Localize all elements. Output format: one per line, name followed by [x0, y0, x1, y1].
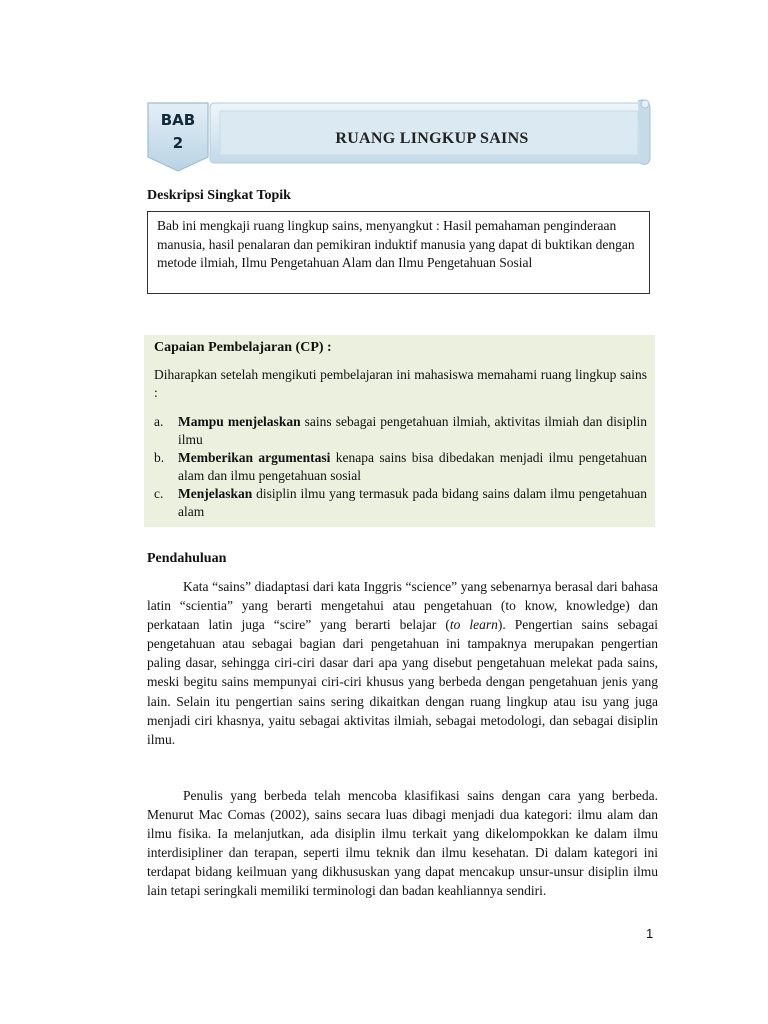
list-item-rest: kenapa sains bisa dibedakan menjadi ilmu pengetahuan alam dan ilmu pengetahuan sosial: [178, 450, 648, 483]
list-item-bold: Mampu menjelaskan: [178, 414, 301, 429]
page-number: 1: [646, 926, 654, 941]
section-heading: Pendahuluan: [147, 551, 227, 566]
list-marker: c.: [154, 486, 164, 501]
list-item-text: [178, 485, 647, 521]
list-marker: a.: [154, 414, 164, 429]
topic-box: [147, 211, 650, 294]
badge-label: BAB: [160, 111, 196, 129]
paragraph-1-italic: to learn: [449, 617, 498, 633]
topic-text: Bab ini mengkaji ruang lingkup sains, menyangkut : Hasil pemahaman penginderaan manusia, hasil penalaran dan pemikiran induktif manusia yang dapat di buktikan dengan metode ilmiah, Ilmu Pengetahuan Alam dan Ilmu Pengetahuan Sosial: [157, 218, 635, 270]
learning-outcomes-intro: Diharapkan setelah mengikuti pembelajaran ini mahasiswa memahami ruang lingkup sains :: [154, 367, 647, 400]
list-item-text: [178, 449, 647, 485]
topic-heading: Deskripsi Singkat Topik: [147, 188, 291, 203]
list-item-rest: sains sebagai pengetahuan ilmiah, aktivitas ilmiah dan disiplin ilmu: [178, 414, 647, 447]
learning-outcomes-heading: Capaian Pembelajaran (CP) :: [154, 340, 332, 355]
list-item-bold: Memberikan argumentasi: [178, 450, 331, 465]
list-marker: b.: [154, 450, 165, 465]
list-item-bold: Menjelaskan: [178, 486, 253, 501]
list-item-rest: disiplin ilmu yang termasuk pada bidang sains dalam ilmu pengetahuan alam: [178, 486, 647, 519]
paragraph-1: [147, 577, 658, 749]
learning-outcomes-box: [144, 335, 655, 527]
chapter-title: RUANG LINGKUP SAINS: [335, 130, 529, 147]
list-item-text: [178, 413, 647, 449]
paragraph-2: Penulis yang berbeda telah mencoba klasifikasi sains dengan cara yang berbeda. Menurut Mac Comas (2002), sains secara luas dibagi menjadi dua kategori: ilmu alam dan ilmu fisika. Ia melanjutkan, ada disiplin ilmu terkait yang dikelompokkan ke dalam ilmu interdisipliner dan terapan, seperti ilmu teknik dan ilmu kesehatan. Di dalam kategori ini terdapat bidang keilmuan yang dikhususkan yang dapat mencakup unsur-unsur disiplin ilmu lain tetapi seringkali memiliki terminologi dan badan keahliannya sendiri.: [147, 788, 658, 899]
chapter-badge: [146, 101, 210, 173]
badge-number: 2: [172, 134, 184, 152]
paragraph-1-part2: ). Pengertian sains sebagai pengetahuan atau sebagai bagian dari pengetahuan ini tampaknya merupakan pengertian paling dasar, sehingga ciri-ciri dasar dari apa yang disebut pengetahuan melekat pada sains, meski begitu sains mempunyai ciri-ciri khusus yang berbeda dengan pengetahuan jenis yang lain. Selain itu pengertian sains sering dikaitkan dengan ruang lingkup atau isu yang juga menjadi ciri khasnya, yaitu sebagai aktivitas ilmiah, sebagai metodologi, dan sebagai disiplin ilmu.: [147, 617, 659, 747]
paragraph-1-part1: Kata “sains” diadaptasi dari kata Inggris “science” yang sebenarnya berasal dari bahasa latin “scientia” yang berarti mengetahui atau pengetahuan (to know, knowledge) dan perkataan latin juga “scire” yang berarti belajar (: [147, 579, 658, 633]
